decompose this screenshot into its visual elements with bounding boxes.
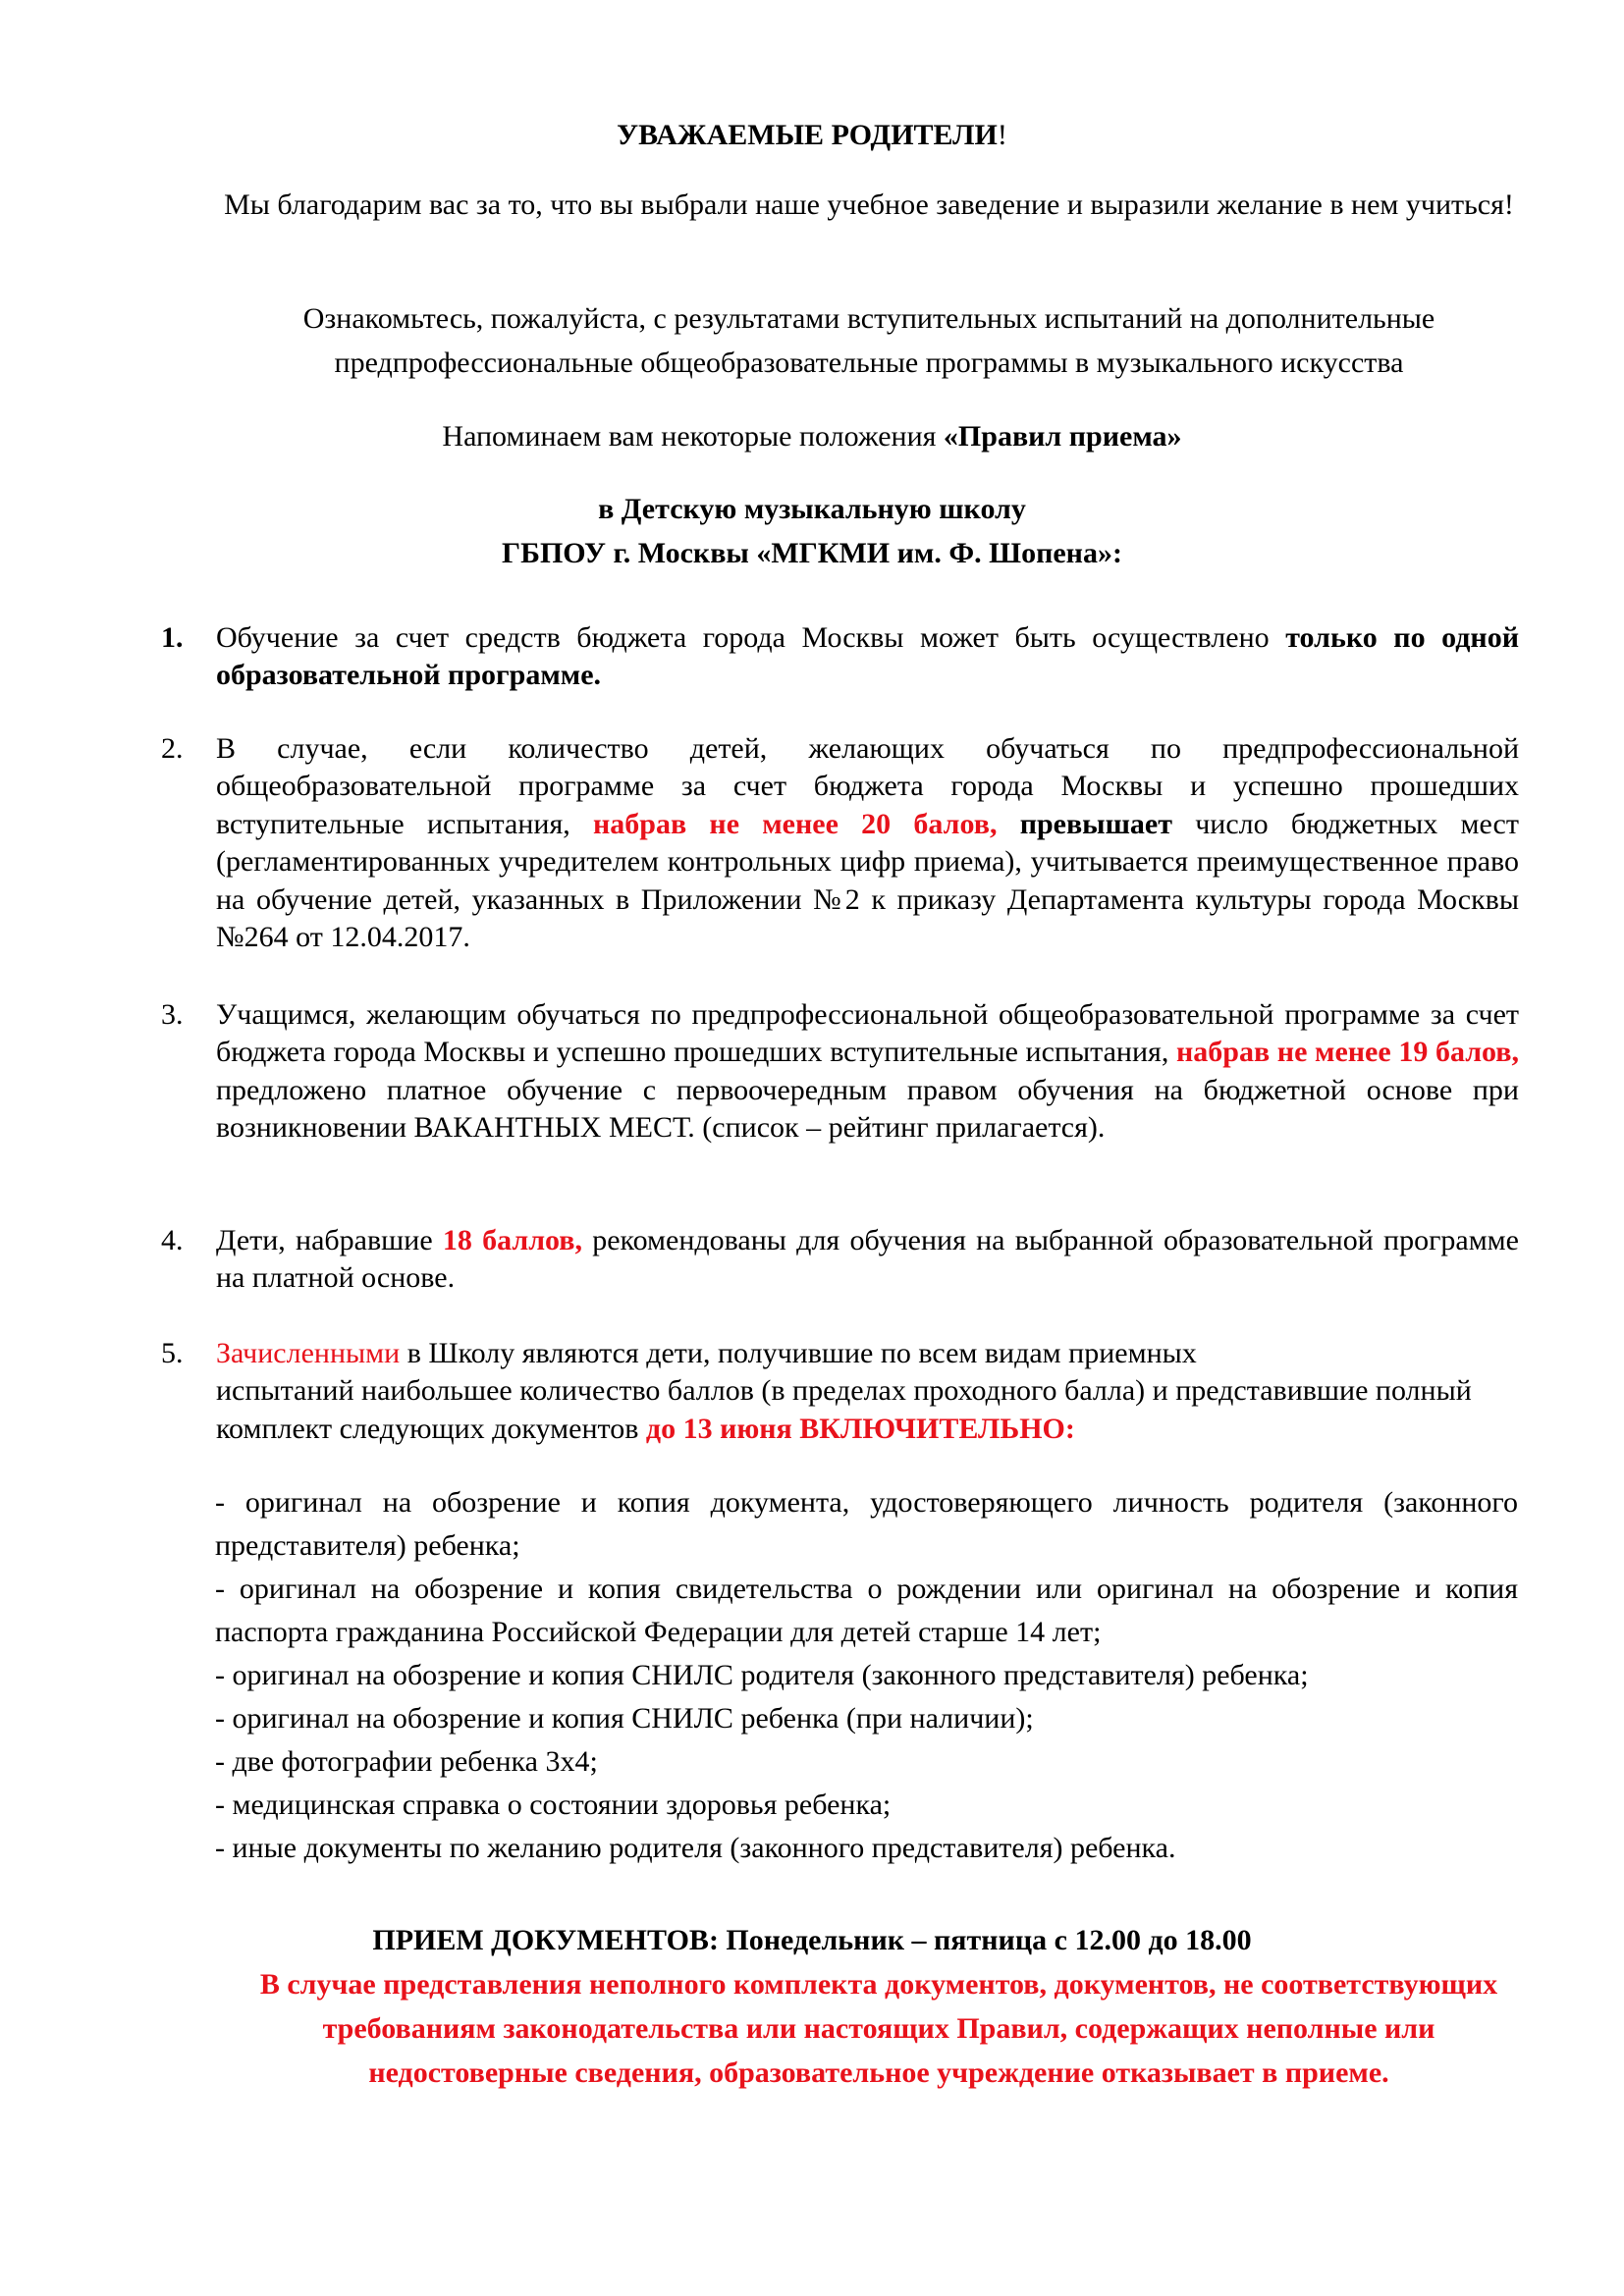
reception-hours: ПРИЕМ ДОКУМЕНТОВ: Понедельник – пятница с 12.00 до 18.00 xyxy=(372,1924,1252,1956)
item-number: 5. xyxy=(161,1337,184,1369)
item-number: 1. xyxy=(161,621,184,654)
list-item-5 xyxy=(161,1335,1519,1448)
title-exclamation: ! xyxy=(997,119,1007,151)
title-text: УВАЖАЕМЫЕ РОДИТЕЛИ xyxy=(617,119,998,151)
document-item: - оригинал на обозрение и копия документа, удостоверяющего личность родителя (законного представителя) ребенка; xyxy=(215,1486,1518,1562)
item-bold-text: превышает xyxy=(997,807,1172,840)
item-text-part: в Школу являются дети, получившие по всем видам приемных xyxy=(400,1337,1197,1369)
item-line-1 xyxy=(216,1335,1519,1372)
item-text-part: испытаний наибольшее количество баллов (в пределах проходного балла) и представившие полный комплект следующих документов xyxy=(216,1374,1472,1445)
item-line-2 xyxy=(216,1372,1519,1448)
document-item: - иные документы по желанию родителя (законного представителя) ребенка. xyxy=(215,1832,1176,1864)
item-text xyxy=(216,1222,1519,1298)
rules-name: «Правил приема» xyxy=(943,420,1182,453)
thanks-paragraph: Мы благодарим вас за то, что вы выбрали наше учебное заведение и выразили желание в нем учиться! xyxy=(224,188,1514,221)
item-text xyxy=(216,996,1519,1148)
document-item: - оригинал на обозрение и копия СНИЛС родителя (законного представителя) ребенка; xyxy=(215,1659,1309,1691)
item-text-part: Учащимся, желающим обучаться по предпрофессиональной общеобразовательной программе за счет бюджета города Москвы и успешно прошедших вступительные испытания, xyxy=(216,998,1519,1069)
item-number: 3. xyxy=(161,998,184,1031)
reminder-line xyxy=(0,414,1624,458)
document-item: - оригинал на обозрение и копия СНИЛС ребенка (при наличии); xyxy=(215,1702,1034,1735)
item-text-part: число бюджетных мест (регламентированных учредителем контрольных цифр приема), учитывается преимущественное право на обучение детей, указанных в Приложении №2 к приказу Департамента культуры города Москвы №264 от 12.04.2017. xyxy=(216,807,1519,954)
intro-paragraph: Ознакомьтесь, пожалуйста, с результатами вступительных испытаний на дополнительные предпрофессиональные общеобразовательные программы в музыкального искусства xyxy=(302,302,1435,379)
list-item-2 xyxy=(161,730,1519,956)
item-text-part: предложено платное обучение с первоочередным правом обучения на бюджетной основе при возникновении ВАКАНТНЫХ МЕСТ. (список – рейтинг прилагается). xyxy=(216,1073,1519,1145)
item-red-deadline: до 13 июня ВКЛЮЧИТЕЛЬНО: xyxy=(645,1412,1075,1445)
item-text-part: Обучение за счет средств бюджета города Москвы может быть осуществлено xyxy=(216,621,1286,654)
document-item: - две фотографии ребенка 3х4; xyxy=(215,1745,598,1778)
list-item-3 xyxy=(161,996,1519,1148)
item-text xyxy=(216,730,1519,956)
item-text-part: рекомендованы для обучения на выбранной образовательной программе на платной основе. xyxy=(216,1224,1519,1295)
item-number: 2. xyxy=(161,732,184,765)
item-number: 4. xyxy=(161,1224,184,1256)
rejection-warning: В случае представления неполного комплекта документов, документов, не соответствующих требованиям законодательства или настоящих Правил, содержащих неполные или недостоверные сведения, образовательное учреждение отказывает в приеме. xyxy=(259,1968,1498,2089)
item-red-text: 18 баллов, xyxy=(442,1224,582,1256)
reminder-text: Напоминаем вам некоторые положения xyxy=(442,420,944,453)
item-red-text: Зачисленными xyxy=(216,1337,401,1369)
page-title xyxy=(0,116,1624,155)
document-item: - оригинал на обозрение и копия свидетельства о рождении или оригинал на обозрение и копия паспорта гражданина Российской Федерации для детей старше 14 лет; xyxy=(215,1573,1518,1648)
school-line-2: ГБПОУ г. Москвы «МГКМИ им. Ф. Шопена»: xyxy=(502,537,1122,569)
item-red-text: набрав не менее 20 балов, xyxy=(593,807,998,840)
list-item-4 xyxy=(161,1222,1519,1298)
school-line-1: в Детскую музыкальную школу xyxy=(598,493,1026,525)
list-item-1 xyxy=(161,619,1519,695)
item-text xyxy=(216,1335,1519,1448)
school-heading xyxy=(0,487,1624,575)
item-bold-text: только по одной образовательной программе. xyxy=(216,621,1520,692)
item-text-part: В случае, если количество детей, желающих обучаться по предпрофессиональной общеобразовательной программе за счет бюджета города Москвы и успешно прошедших вступительные испытания, xyxy=(216,732,1519,840)
document-item: - медицинская справка о состоянии здоровья ребенка; xyxy=(215,1789,892,1821)
documents-list xyxy=(215,1481,1518,1870)
item-red-text: набрав не менее 19 балов, xyxy=(1175,1036,1519,1069)
item-text xyxy=(216,619,1519,695)
item-text-part: Дети, набравшие xyxy=(216,1224,443,1256)
